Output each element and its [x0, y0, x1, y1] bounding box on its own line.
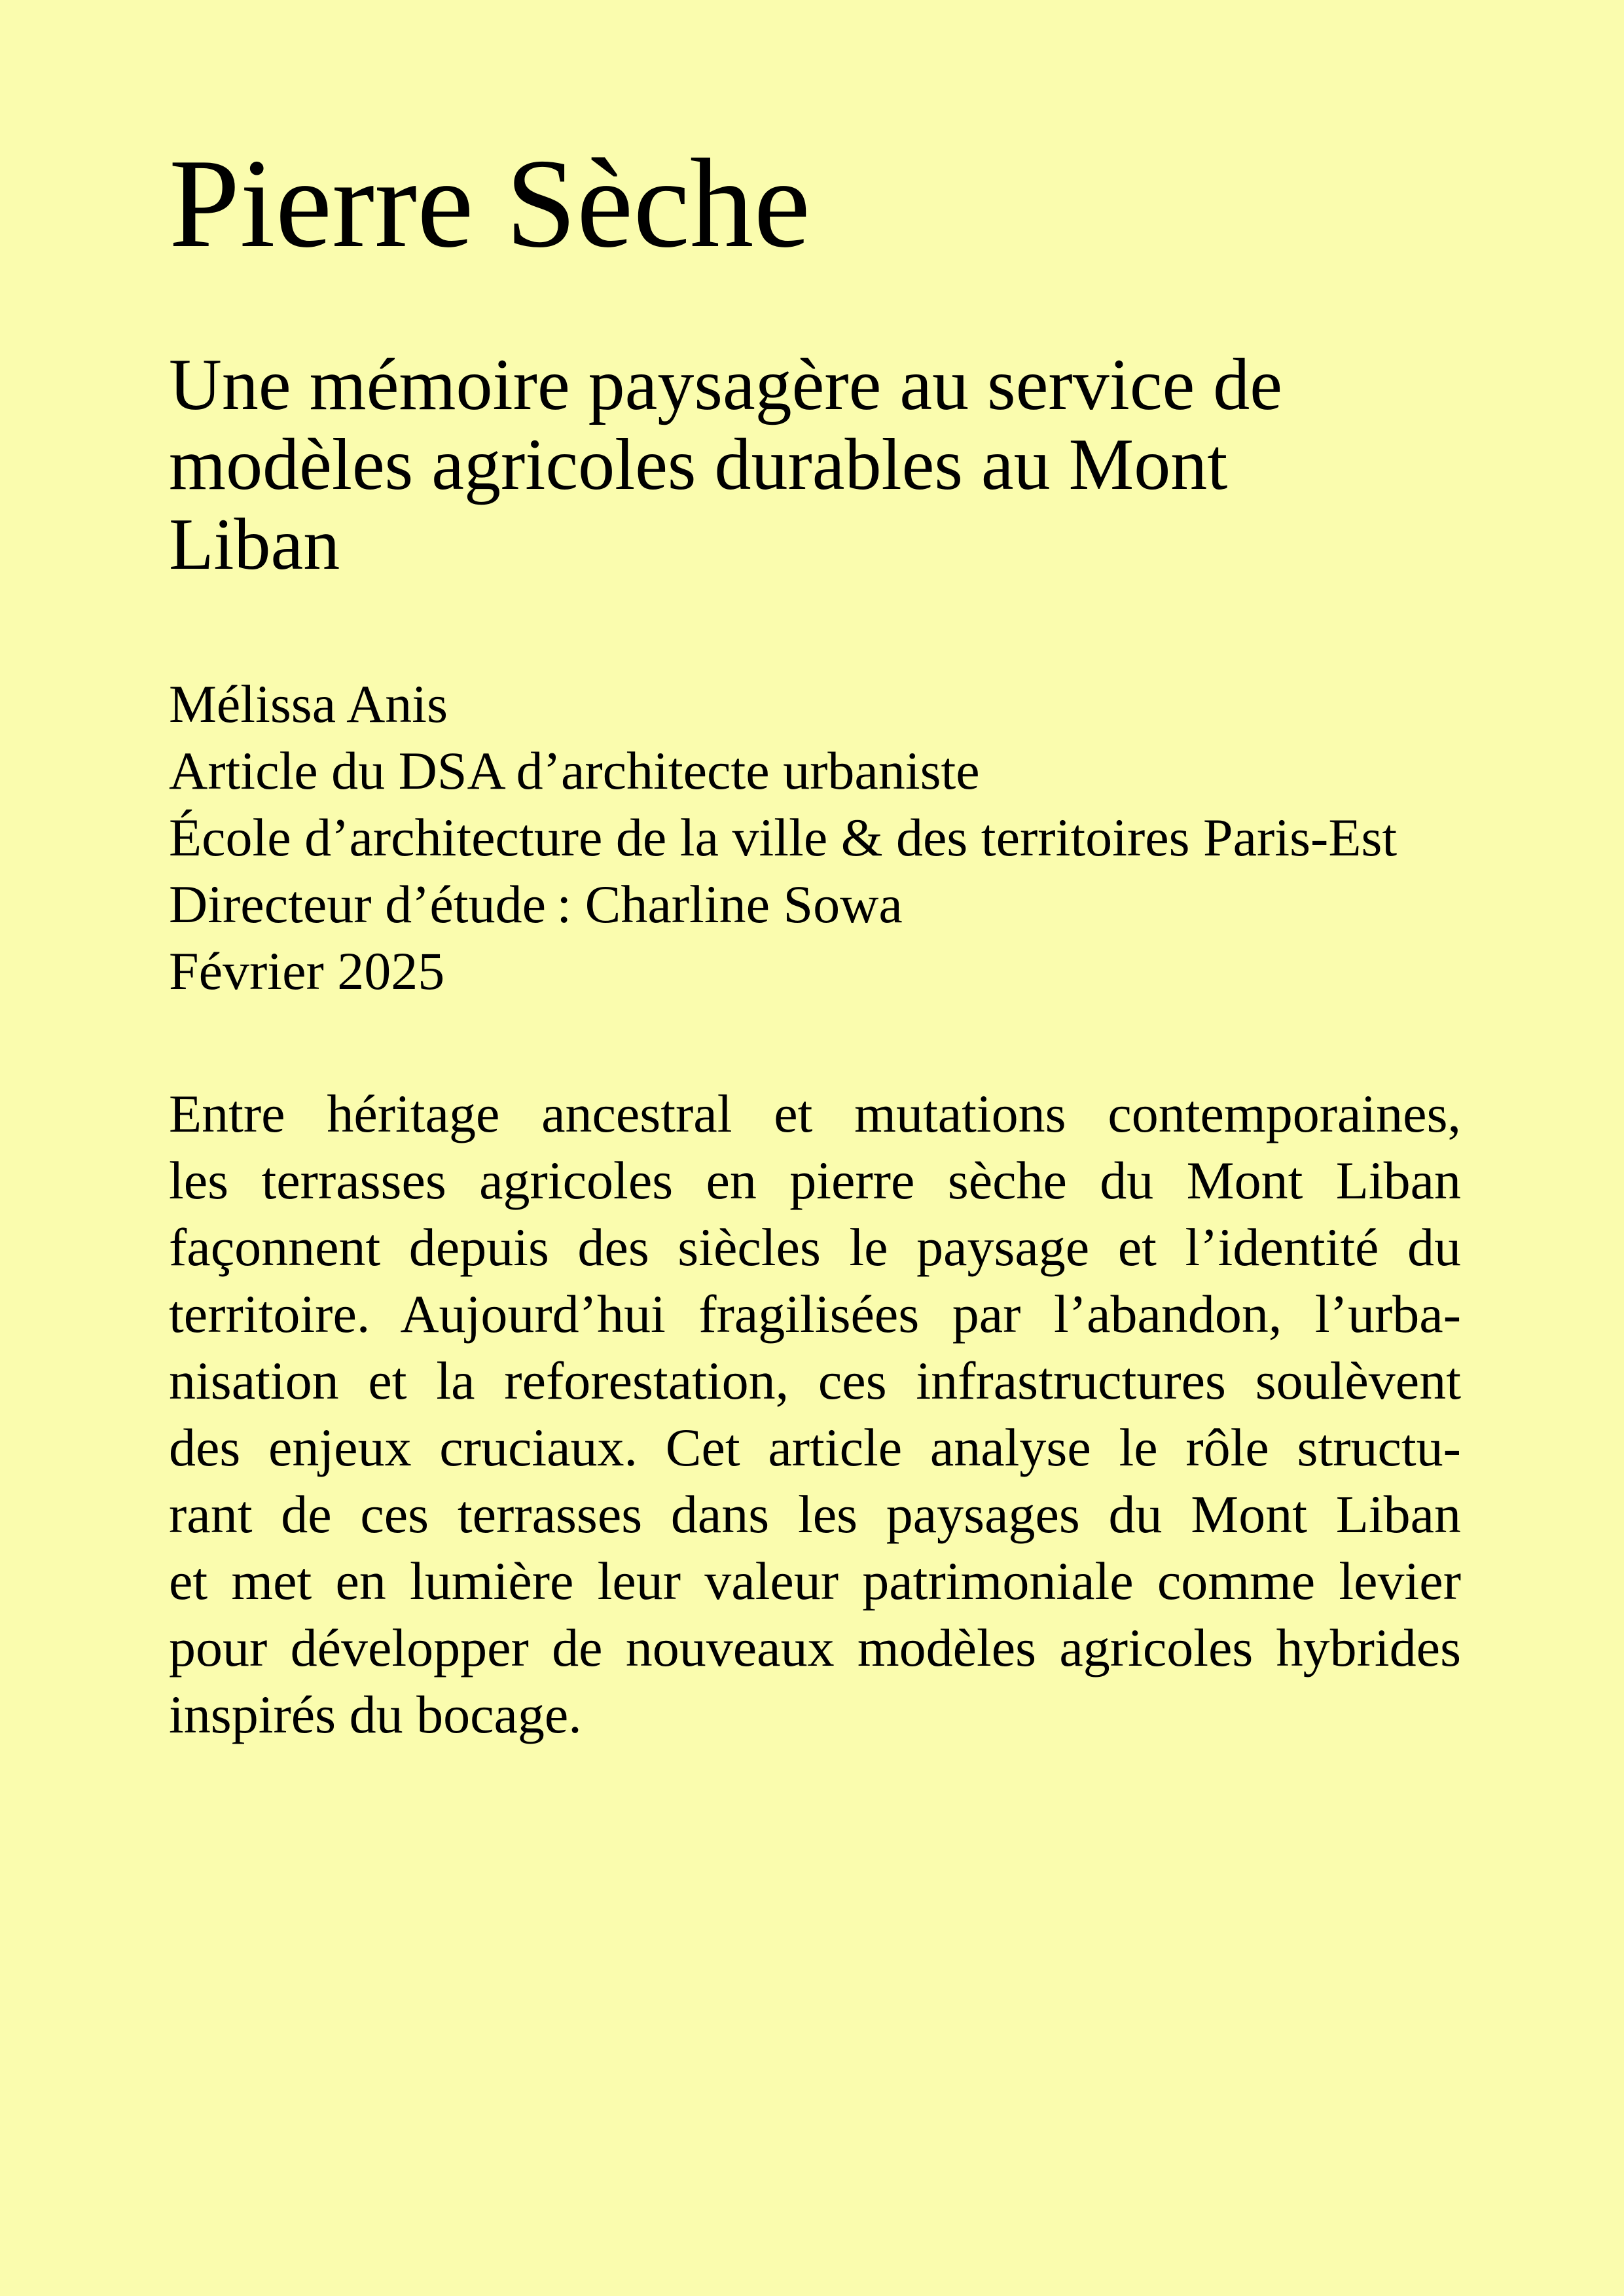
- abstract-line: Entre héritage ancestral et mutations contemporaines,: [169, 1083, 1461, 1143]
- abstract-line: nisation et la reforestation, ces infrastructures soulèvent: [169, 1350, 1461, 1410]
- abstract-line: et met en lumière leur valeur patrimoniale comme levier: [169, 1551, 1461, 1611]
- abstract-line: rant de ces terrasses dans les paysages du Mont Liban: [169, 1484, 1461, 1544]
- author-block-line: Février 2025: [169, 941, 445, 1001]
- author-block-line: Directeur d’étude : Charline Sowa: [169, 874, 903, 934]
- subtitle: [169, 345, 1461, 584]
- abstract-line: des enjeux cruciaux. Cet article analyse le rôle structu-: [169, 1417, 1461, 1477]
- abstract-line: territoire. Aujourd’hui fragilisées par l’abandon, l’urba-: [169, 1283, 1461, 1344]
- subtitle-line: Une mémoire paysagère au service de: [169, 344, 1282, 425]
- author-block-line: Article du DSA d’architecte urbaniste: [169, 740, 980, 800]
- abstract-line: inspirés du bocage.: [169, 1684, 582, 1744]
- abstract-line: façonnent depuis des siècles le paysage et l’identité du: [169, 1217, 1461, 1277]
- abstract-line: les terrasses agricoles en pierre sèche du Mont Liban: [169, 1150, 1461, 1210]
- subtitle-line: Liban: [169, 503, 340, 585]
- abstract-paragraph: [169, 1081, 1461, 1748]
- abstract-line: pour développer de nouveaux modèles agricoles hybrides: [169, 1617, 1461, 1677]
- author-block: [169, 671, 1461, 1005]
- subtitle-line: modèles agricoles durables au Mont: [169, 423, 1228, 505]
- author-block-line: Mélissa Anis: [169, 673, 448, 734]
- author-block-line: École d’architecture de la ville & des territoires Paris-Est: [169, 807, 1398, 867]
- page-title: Pierre Sèche: [169, 133, 810, 274]
